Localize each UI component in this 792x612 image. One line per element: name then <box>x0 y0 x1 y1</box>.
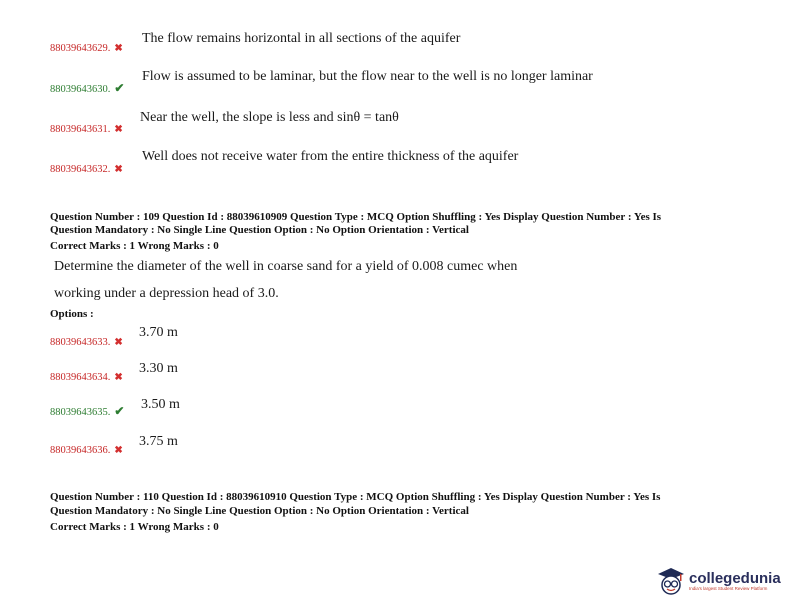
option-row[interactable] <box>50 332 123 350</box>
correct-check-icon: ✔ <box>114 404 125 418</box>
option-id: 88039643631. <box>50 124 111 135</box>
option-row[interactable] <box>50 38 123 56</box>
question-meta: Question Number : 110 Question Id : 88039610910 Question Type : MCQ Option Shuffling : Yes Display Question Number : Yes Is <box>50 491 661 503</box>
options-label: Options : <box>50 308 94 320</box>
option-text: Flow is assumed to be laminar, but the flow near to the well is no longer laminar <box>142 69 593 84</box>
option-id: 88039643630. <box>50 84 111 95</box>
wrong-mark-icon: ✖ <box>114 445 123 456</box>
question-meta: Question Mandatory : No Single Line Question Option : No Option Orientation : Vertical <box>50 505 469 517</box>
option-id: 88039643629. <box>50 43 111 54</box>
question-meta: Question Number : 109 Question Id : 88039610909 Question Type : MCQ Option Shuffling : Yes Display Question Number : Yes Is <box>50 211 662 223</box>
question-marks: Correct Marks : 1 Wrong Marks : 0 <box>50 240 219 252</box>
option-text: 3.70 m <box>139 325 178 340</box>
option-text: Well does not receive water from the entire thickness of the aquifer <box>142 149 519 164</box>
option-text: 3.75 m <box>139 434 178 449</box>
wrong-mark-icon: ✖ <box>114 164 123 175</box>
option-row[interactable] <box>50 119 123 137</box>
option-row[interactable] <box>50 367 123 385</box>
option-id: 88039643634. <box>50 372 111 383</box>
option-row[interactable] <box>50 159 123 177</box>
option-row[interactable] <box>50 440 123 458</box>
option-text: The flow remains horizontal in all sections of the aquifer <box>142 31 461 46</box>
option-row[interactable] <box>50 79 124 97</box>
option-id: 88039643636. <box>50 445 111 456</box>
question-text: Determine the diameter of the well in coarse sand for a yield of 0.008 cumec when <box>54 259 518 274</box>
option-id: 88039643632. <box>50 164 111 175</box>
option-text: 3.30 m <box>139 361 178 376</box>
option-text: Near the well, the slope is less and sinθ = tanθ <box>140 110 399 125</box>
option-text: 3.50 m <box>141 397 180 412</box>
logo-name: collegedunia <box>689 570 781 587</box>
wrong-mark-icon: ✖ <box>114 372 123 383</box>
option-id: 88039643633. <box>50 337 111 348</box>
correct-check-icon: ✔ <box>114 81 125 95</box>
wrong-mark-icon: ✖ <box>114 124 123 135</box>
logo-tagline: India's largest Student Review Platform <box>689 586 768 591</box>
option-id: 88039643635. <box>50 407 111 418</box>
collegedunia-logo <box>656 566 781 596</box>
question-text: working under a depression head of 3.0. <box>54 286 279 301</box>
question-meta: Question Mandatory : No Single Line Question Option : No Option Orientation : Vertical <box>50 224 469 236</box>
graduate-mascot-icon <box>656 566 686 596</box>
wrong-mark-icon: ✖ <box>114 337 123 348</box>
option-row[interactable] <box>50 402 124 420</box>
question-marks: Correct Marks : 1 Wrong Marks : 0 <box>50 521 219 533</box>
wrong-mark-icon: ✖ <box>114 43 123 54</box>
